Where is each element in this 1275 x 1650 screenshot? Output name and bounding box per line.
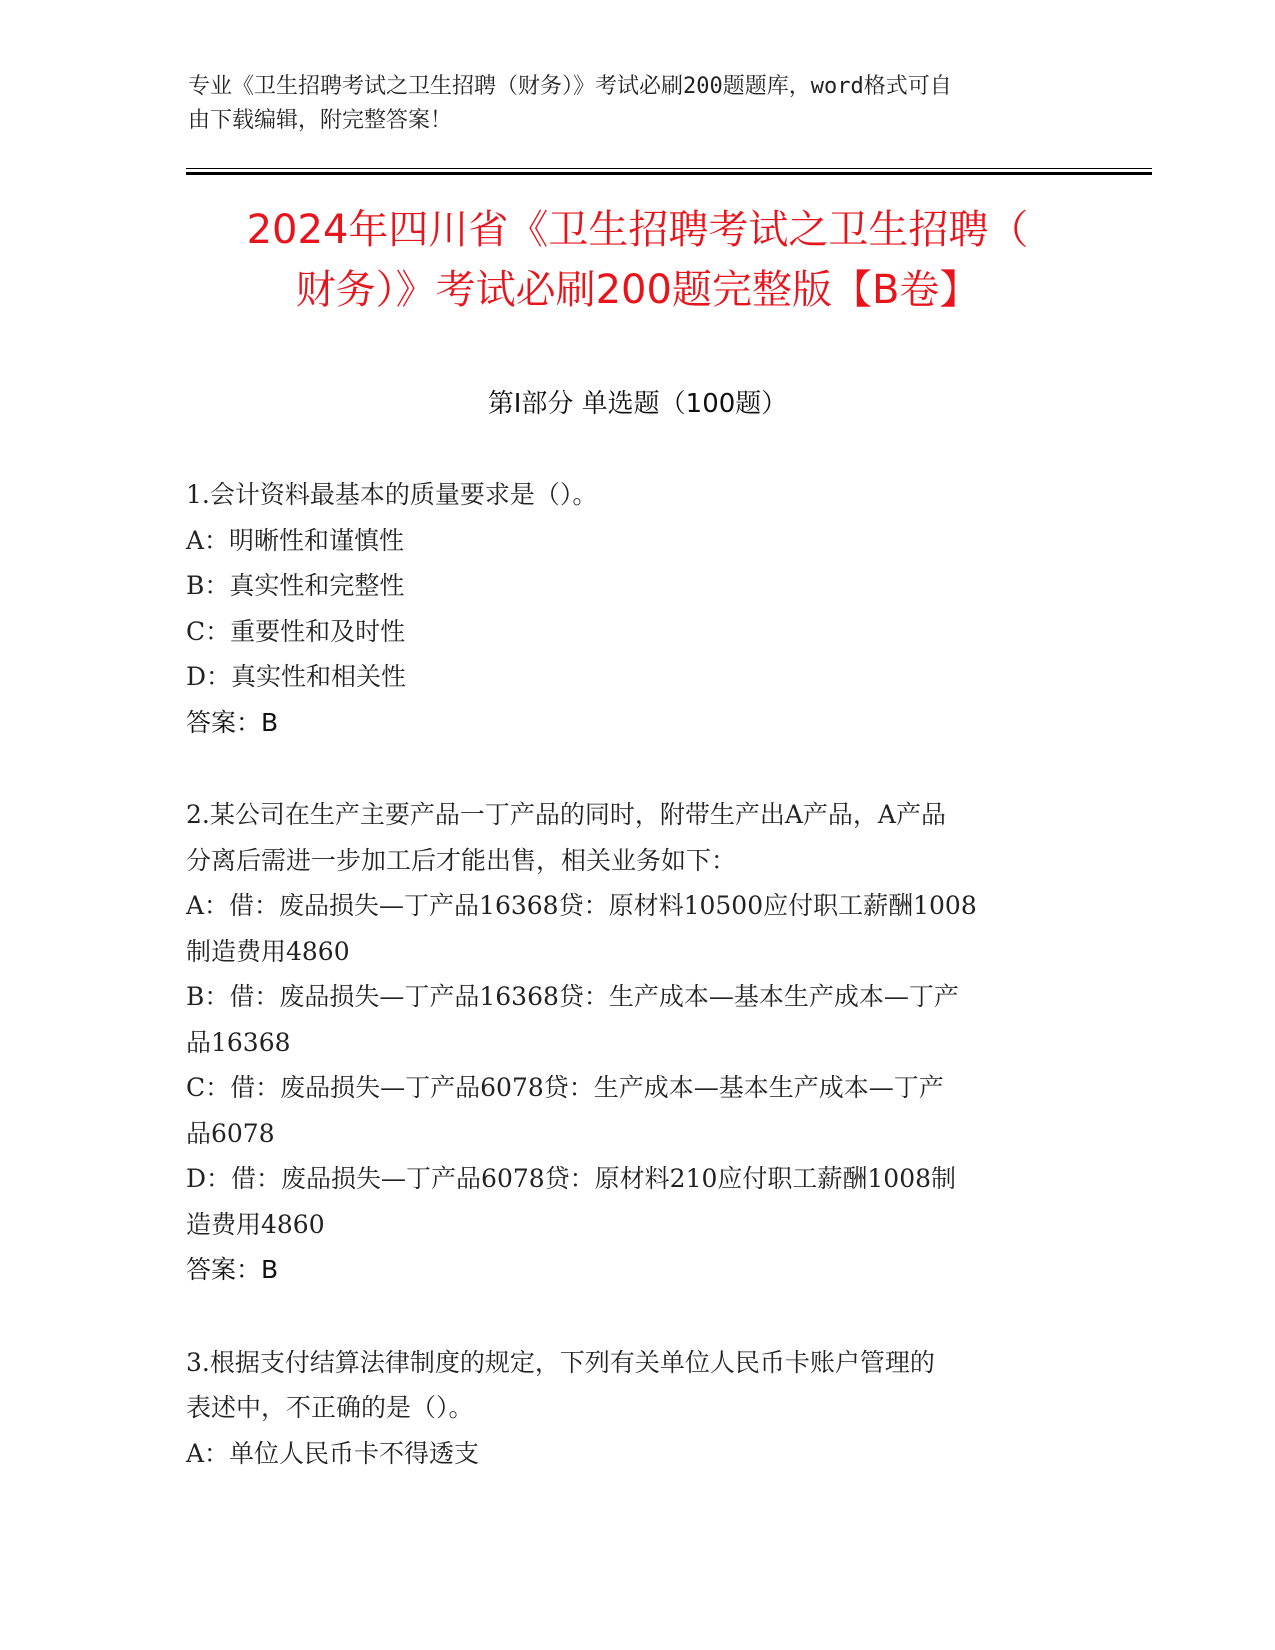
question-2 [186,792,1086,1293]
answer: 答案：B [186,707,279,737]
question-1 [186,472,1086,745]
question-gap [186,745,1086,792]
question-gap [186,1293,1086,1340]
question-text-line-1: 3.根据支付结算法律制度的规定，下列有关单位人民币卡账户管理的 [186,1347,935,1377]
question-3 [186,1340,1086,1477]
option-a: A：单位人民币卡不得透支 [186,1438,480,1468]
header-rule-thin [186,168,1152,169]
header-note [188,70,1088,138]
option-c-line-1: C：借：废品损失—丁产品6078贷：生产成本—基本生产成本—丁产 [186,1073,944,1102]
header-line-2: 由下载编辑，附完整答案！ [188,108,453,133]
option-d-line-1: D：借：废品损失—丁产品6078贷：原材料210应付职工薪酬1008制 [186,1164,957,1193]
question-list [186,472,1086,1476]
question-text: 1.会计资料最基本的质量要求是（）。 [186,480,598,509]
section-heading: 第I部分 单选题（100题） [487,389,788,419]
header-rule-thick [186,172,1152,175]
question-text-line-2: 分离后需进一步加工后才能出售，相关业务如下： [186,845,737,875]
question-text-line-1: 2.某公司在生产主要产品一丁产品的同时，附带生产出A产品，A产品 [186,800,946,829]
header-line-1: 专业《卫生招聘考试之卫生招聘（财务）》考试必刷200题题库，word格式可自 [188,74,952,99]
option-d: D：真实性和相关性 [186,662,407,691]
answer: 答案：B [186,1255,279,1284]
option-b: B：真实性和完整性 [186,571,405,600]
option-a: A：明晰性和谨慎性 [186,525,405,555]
question-text-line-2: 表述中，不正确的是（）。 [186,1393,474,1422]
option-c-line-2: 品6078 [186,1118,275,1148]
document-title [150,200,1125,320]
option-b-line-2: 品16368 [186,1027,291,1057]
option-c: C：重要性和及时性 [186,616,406,646]
title-line-2: 财务）》考试必刷200题完整版【B卷】 [295,267,980,313]
title-line-1: 2024年四川省《卫生招聘考试之卫生招聘（ [246,207,1029,253]
option-b-line-1: B：借：废品损失—丁产品16368贷：生产成本—基本生产成本—丁产 [186,982,959,1011]
option-a-line-2: 制造费用4860 [186,936,350,966]
option-d-line-2: 造费用4860 [186,1209,325,1239]
option-a-line-1: A：借：废品损失—丁产品16368贷：原材料10500应付职工薪酬1008 [186,891,977,920]
